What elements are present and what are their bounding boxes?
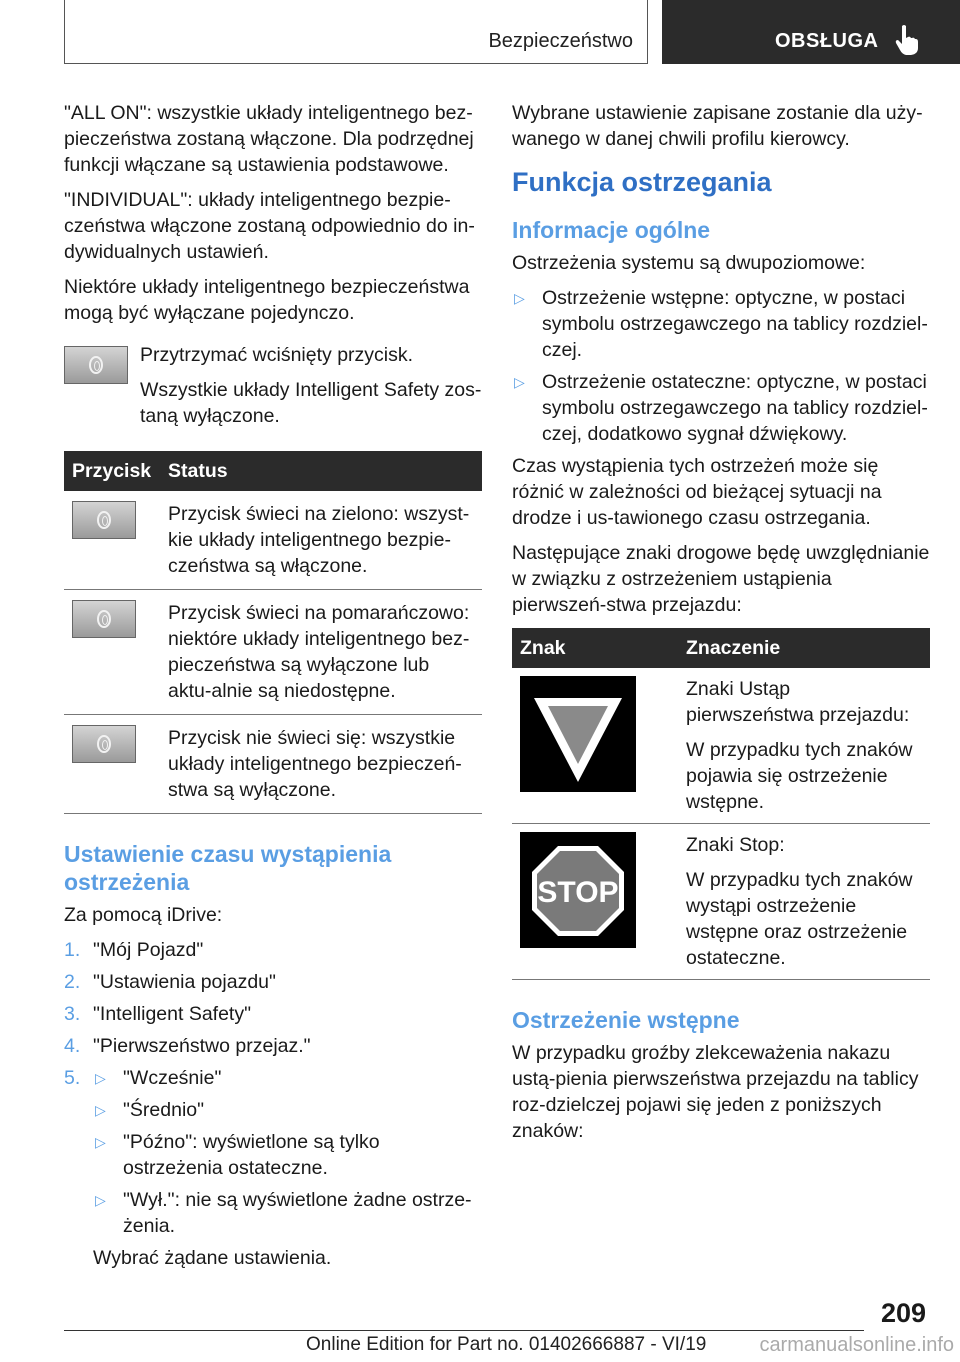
button-status-table [64,451,482,814]
list-item: 4. "Pierwszeństwo przejaz." [64,1035,311,1057]
button-instruction-line2: Wszystkie układy Intelligent Safety zos-taną wyłączone. [140,379,482,427]
list-item: ▷ Ostrzeżenie ostateczne: optyczne, w postaci symbolu ostrzegawczego na tablicy rozdziel-czej, dodatkowo sygnał dźwiękowy. [514,371,928,445]
table-row [512,824,930,980]
table-row [512,668,930,824]
option-late: ▷ "Późno": wyświetlone są tylko ostrzeżenia ostateczne. [95,1131,380,1179]
stop-sign-desc: W przypadku tych znaków wystąpi ostrzeżenie wstępne oraz ostrzeżenie ostateczne. [686,869,913,969]
heading-pre-warning: Ostrzeżenie wstępne [512,1007,740,1033]
table-row [64,491,482,590]
road-sign-table [512,628,930,980]
paragraph-pre-warning: W przypadku groźby zlekceważenia nakazu ustą-pienia pierwszeństwa przejazdu na tablicy roz-dzielczej pojawi się jeden z poniższych znaków: [512,1042,919,1142]
header-section-box [64,0,648,64]
footer-divider [64,1330,864,1331]
right-column [512,100,930,1153]
idrive-steps [64,937,482,1239]
table-header-meaning: Znaczenie [678,628,930,668]
list-item: 3. "Intelligent Safety" [64,1003,252,1025]
idrive-intro: Za pomocą iDrive: [64,904,223,926]
list-item: 1. "Mój Pojazd" [64,939,204,961]
intelligent-safety-button-icon [72,725,136,763]
list-item: 5. ▷ "Wcześnie" ▷ "Średnio" ▷ "Późno": wyświetlone są tylko ostrzeżenia ostateczne. ▷ "Wył.": nie są wyświetlone żadne ostrze-żenia. [64,1065,482,1239]
watermark: carmanualsonline.info [759,1334,954,1356]
stop-sign-label: STOP [537,876,619,909]
heading-general-info: Informacje ogólne [512,217,711,243]
button-instruction-line1: Przytrzymać wciśnięty przycisk. [140,344,414,366]
header-chapter-title: OBSŁUGA [775,30,879,52]
intelligent-safety-button-icon [72,600,136,638]
edition-text: Online Edition for Part no. 01402666887 - VI/19 [306,1334,707,1355]
paragraph-individual: "INDIVIDUAL": układy inteligentnego bezpie-czeństwa włączone zostaną odpowiednio do in-dywidualnych ustawień. [64,189,475,263]
paragraph-some-systems: Niektóre układy inteligentnego bezpieczeństwa mogą być wyłączane pojedynczo. [64,276,470,324]
table-header-button: Przycisk [64,451,160,491]
select-setting: Wybrać żądane ustawienia. [93,1247,332,1269]
list-item: ▷ Ostrzeżenie wstępne: optyczne, w postaci symbolu ostrzegawczego na tablicy rozdziel-czej. [514,287,928,361]
list-item: 2. "Ustawienia pojazdu" [64,971,276,993]
stop-sign-icon [520,832,636,948]
paragraph-saved-profile: Wybrane ustawienie zapisane zostanie dla uży-wanego w danej chwili profilu kierowcy. [512,102,923,150]
timing-options [93,1065,482,1239]
table-header-sign: Znak [512,628,678,668]
yield-sign-icon [520,676,636,792]
intelligent-safety-button-icon [64,346,128,384]
option-off: ▷ "Wył.": nie są wyświetlone żadne ostrze-żenia. [95,1189,472,1237]
header-section-title: Bezpieczeństwo [488,30,633,52]
yield-sign-desc: W przypadku tych znaków pojawia się ostrzeżenie wstępne. [686,739,913,813]
status-green: Przycisk świeci na zielono: wszyst-kie układy inteligentnego bezpie-czeństwa są włączone. [160,491,482,590]
header-chapter-box [662,0,960,64]
table-header-status: Status [160,451,482,491]
paragraph-signs: Następujące znaki drogowe będę uwzględnianie w związku z ostrzeżeniem ustąpienia pierwszeń-stwa przejazdu: [512,542,930,616]
heading-warning-function: Funkcja ostrzegania [512,167,772,197]
button-instruction [64,342,482,429]
intelligent-safety-button-icon [72,501,136,539]
yield-sign-title: Znaki Ustąp pierwszeństwa przejazdu: [686,678,910,726]
status-off: Przycisk nie świeci się: wszystkie układy inteligentnego bezpieczeń-stwa są wyłączone. [160,715,482,814]
left-column [64,100,482,1280]
paragraph-all-on: "ALL ON": wszystkie układy inteligentnego bez-pieczeństwa zostaną włączone. Dla podrzędnej funkcji włączane są ustawienia podstawowe. [64,102,474,176]
option-early: ▷ "Wcześnie" [95,1067,222,1089]
table-row [64,590,482,715]
option-medium: ▷ "Średnio" [95,1099,205,1121]
levels-intro: Ostrzeżenia systemu są dwupoziomowe: [512,252,866,274]
warning-levels [512,285,930,447]
paragraph-timing: Czas wystąpienia tych ostrzeżeń może się różnić w zależności od bieżącej sytuacji na drodze i us-tawionego czasu ostrzegania. [512,455,882,529]
status-orange: Przycisk świeci na pomarańczowo: niektóre układy inteligentnego bez-pieczeństwa są wyłączone lub aktu-alnie są niedostępne. [160,590,482,715]
pointing-hand-icon [894,24,920,56]
table-row [64,715,482,814]
heading-warning-timing: Ustawienie czasu wystąpienia ostrzeżenia [64,841,392,895]
stop-sign-title: Znaki Stop: [686,834,785,856]
page-number: 209 [880,1298,926,1328]
